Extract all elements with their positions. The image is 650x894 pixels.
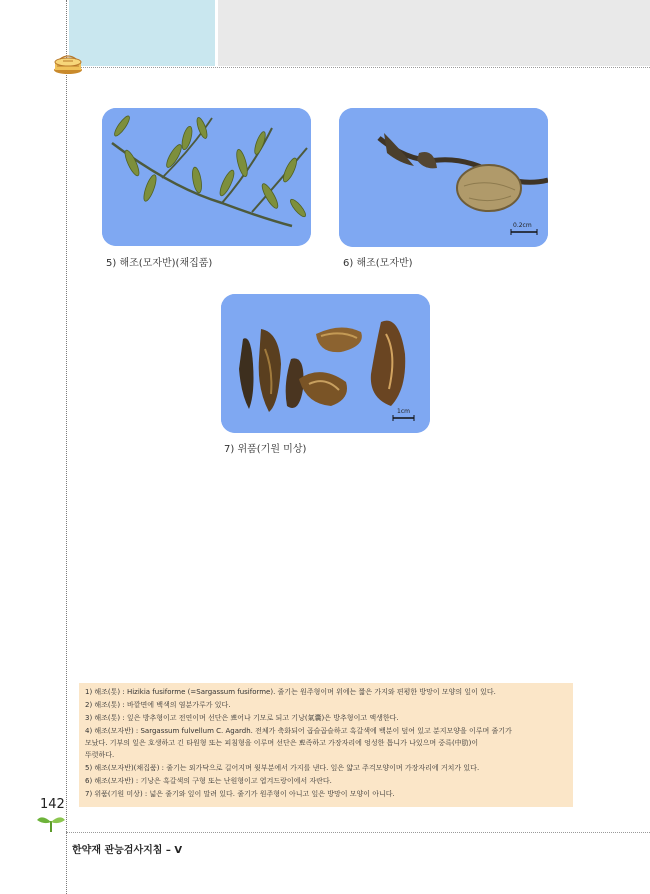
seaweed-branch-illustration bbox=[102, 108, 311, 246]
photo-seaweed-vesicle bbox=[339, 108, 548, 247]
caption-photo-7: 7) 위품(기원 미상) bbox=[224, 444, 307, 455]
note-line: 5) 해조(모자반)(채집품) : 줄기는 외가닥으로 길어지며 윗부분에서 가지를 낸다. 잎은 얇고 주걱모양이며 가장자리에 거치가 있다. bbox=[85, 764, 480, 772]
sprout-icon bbox=[36, 812, 66, 832]
scale-label-1cm: 1cm bbox=[397, 408, 410, 415]
caption-photo-5: 5) 해조(모자반)(채집품) bbox=[106, 258, 213, 269]
header-gray-band bbox=[218, 0, 650, 66]
book-stack-icon bbox=[52, 50, 84, 76]
counterfeit-pieces-illustration bbox=[221, 294, 430, 433]
caption-photo-6: 6) 해조(모자반) bbox=[343, 258, 413, 269]
page-number: 142 bbox=[40, 797, 65, 812]
note-line: 7) 위품(기원 미상) : 넓은 줄기와 잎이 말려 있다. 줄기가 원주형이 아니고 잎은 방망이 모양이 아니다. bbox=[85, 790, 395, 798]
note-line: 2) 해조(톳) : 바깥면에 백색의 염분가루가 있다. bbox=[85, 701, 231, 709]
notes-box bbox=[79, 683, 573, 807]
photo-seaweed-collected bbox=[102, 108, 311, 246]
photo-counterfeit-sample bbox=[221, 294, 430, 433]
scale-label-0-2cm: 0.2cm bbox=[513, 222, 532, 229]
note-line: 모났다. 기부의 잎은 호생하고 긴 타원형 또는 피침형을 이루며 선단은 뾰족하고 가장자리에 엉성한 톱니가 나있으며 중륵(中肋)이 bbox=[85, 739, 479, 747]
header-blue-band bbox=[69, 0, 215, 66]
header-divider bbox=[66, 67, 650, 68]
note-line: 1) 해조(톳) : Hizikia fusiforme (=Sargassum fusiforme). 줄기는 원주형이며 위에는 짧은 가지와 편평한 방망이 모양의 잎이 있다. bbox=[85, 688, 496, 696]
footer-book-title: 한약재 관능검사지침 – Ⅴ bbox=[72, 845, 183, 856]
note-line: 3) 해조(톳) : 잎은 방추형이고 전연이며 선단은 뾰어나 기모로 되고 기낭(氣囊)은 방추형이고 액생한다. bbox=[85, 714, 399, 722]
note-line: 뚜렷하다. bbox=[85, 751, 115, 759]
left-margin-line bbox=[66, 0, 67, 894]
footer-divider bbox=[66, 832, 650, 833]
note-line: 6) 해조(모자반) : 기낭은 흑갈색의 구형 또는 난원형이고 엽겨드랑이에서 자란다. bbox=[85, 777, 332, 785]
note-line: 4) 해조(모자반) : Sargassum fulvellum C. Agardh. 전체가 축화되어 곱슬곱슬하고 흑갈색에 백분이 덮여 있고 분지모양을 이루며 줄기가 bbox=[85, 727, 512, 735]
seaweed-vesicle-illustration bbox=[339, 108, 548, 247]
